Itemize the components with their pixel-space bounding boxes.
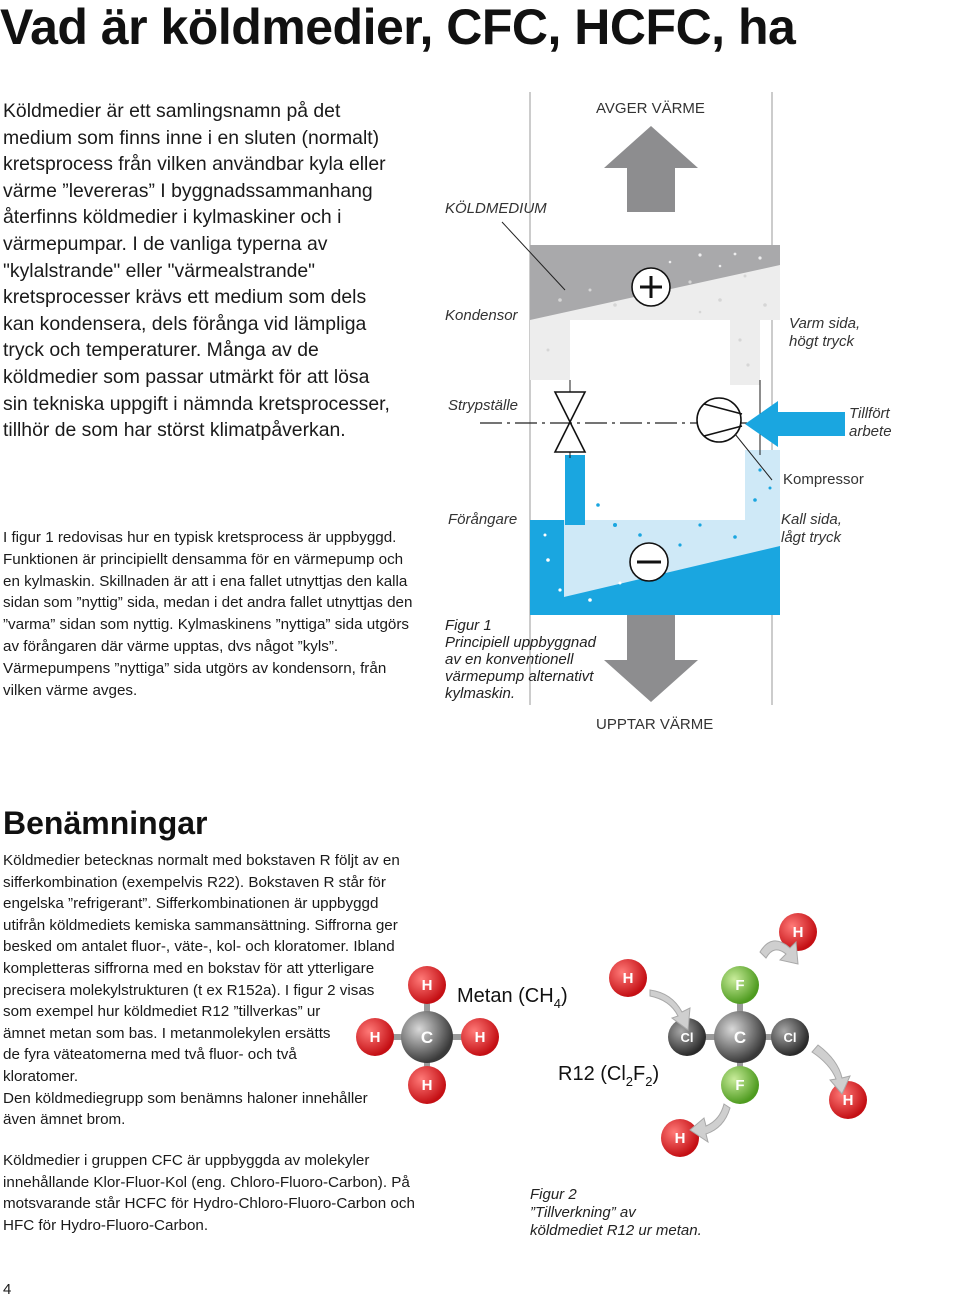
exchange-arrow	[812, 1045, 850, 1094]
atom-cl-label: Cl	[783, 1030, 797, 1045]
caption2-line2: ”Tillverkning” av	[530, 1204, 636, 1221]
plus-symbol	[632, 268, 670, 306]
throttle-valve	[555, 392, 585, 452]
cfc-paragraph: Köldmedier i gruppen CFC är uppbyggda av molekyler innehållande Klor-Fluor-Kol (eng. Chloro-Fluoro-Carbon). På motsvarande står HCFC för Hydro-Chloro-Fluoro-Carbon och HFC för Hydro-Fluoro-Carbon.	[3, 1152, 415, 1234]
figure2-caption	[530, 1186, 702, 1240]
atom-h-label: H	[421, 1077, 433, 1094]
naming-line: kloratomer.	[3, 1067, 79, 1085]
atom-h-label: H	[622, 970, 634, 987]
varm-sida-label	[789, 315, 860, 351]
caption1-line2: Principiell uppbyggnad	[445, 634, 596, 651]
koldmedium-label: KÖLDMEDIUM	[445, 200, 547, 217]
caption2-line3: köldmediet R12 ur metan.	[530, 1222, 702, 1239]
r12-molecule	[668, 966, 809, 1104]
naming-line: som exempel hur köldmediet R12 ”tillverkas” ur	[3, 1003, 321, 1021]
naming-line: utifrån köldmediets kemiska sammansättning. Siffrorna ger	[3, 916, 398, 934]
tillfort-line2: arbete	[849, 423, 892, 440]
avger-varme-label: AVGER VÄRME	[596, 100, 705, 117]
tillfort-arbete-label	[849, 405, 892, 441]
forangare-label: Förångare	[448, 511, 518, 528]
atom-f-label: F	[735, 1077, 745, 1094]
heat-in-arrow	[604, 615, 698, 702]
heat-out-arrow	[604, 126, 698, 212]
caption2-line1: Figur 2	[530, 1186, 577, 1203]
compressor	[697, 398, 742, 442]
naming-line: precisera molekylstrukturen (t ex R152a). I figur 2 visas	[3, 981, 375, 999]
atom-c-label: C	[420, 1028, 434, 1047]
atom-f-label: F	[735, 977, 745, 994]
condenser-block	[530, 245, 780, 385]
kall-sida-label	[781, 511, 842, 547]
kall-sida-line1: Kall sida,	[781, 511, 842, 528]
figure1-explanation: I figur 1 redovisas hur en typisk kretsprocess är uppbyggd. Funktionen är principiellt densamma för en värmepump och en kylmaskin. Skillnaden är att i ena fallet utnyttjas den kalla sidan som ”nyttig” sida, medan i det andra fallet utnyttjas den ”varma” sidan som nyttig. Kylmaskinens ”nyttiga” sida utgörs av förångaren där värme upptas, dvs något ”kyls”. Värmepumpens ”nyttiga” sida utgörs av kondensorn, från vilken värme avges.	[3, 529, 413, 699]
r12-label: R12 $(Cl_2F_2)$	[558, 1063, 660, 1089]
molecule-diagram	[340, 900, 960, 1160]
naming-line: sifferkombination (exempelvis R22). Bokstaven R står för	[3, 873, 386, 891]
naming-line: Den köldmediegrupp som benämns haloner innehåller	[3, 1089, 368, 1107]
atom-h-label: H	[369, 1029, 381, 1046]
atom-h-label: H	[674, 1130, 686, 1147]
page-number: 4	[3, 1281, 12, 1298]
section-heading: Benämningar	[3, 805, 208, 841]
caption1-line4: värmepump alternativt	[445, 668, 594, 685]
atom-h-label: H	[792, 924, 804, 941]
exchange-arrow	[650, 990, 690, 1030]
caption1-line3: av en konventionell	[445, 651, 574, 668]
naming-line: de fyra väteatomerna med två fluor- och två	[3, 1046, 297, 1064]
naming-line: ämnet metan som bas. I metanmolekylen ersätts	[3, 1024, 331, 1042]
figure1-caption	[445, 617, 596, 702]
kall-sida-line2: lågt tryck	[781, 529, 842, 546]
naming-line: Köldmedier betecknas normalt med bokstaven R följt av en	[3, 852, 400, 869]
kondensor-label: Kondensor	[445, 307, 518, 324]
atom-h-label: H	[842, 1092, 854, 1109]
intro-paragraph: Köldmedier är ett samlingsnamn på det medium som finns inne i en sluten (normalt) kretsprocess från vilken användbar kyla eller värme ”levereras” I byggnadssammanhang återfinns köldmedier i kylmaskiner och i värmepumpar. I de vanliga typerna av "kylalstrande" eller "värmealstrande" kretsprocesser krävs ett medium som dels kan kondensera, dels förånga vid lämpliga tryck och temperaturer. Många av de köldmedier som passar utmärkt för att lösa sin tekniska uppgift i nämnda kretsprocesser, tillhör de som har störst klimatpåverkan.	[3, 100, 390, 442]
atom-c-label: C	[733, 1028, 747, 1047]
atom-h-label: H	[421, 977, 433, 994]
atom-cl-label: Cl	[680, 1030, 694, 1045]
strypstalle-label: Strypställe	[448, 397, 519, 414]
kompressor-label: Kompressor	[783, 471, 864, 488]
varm-sida-line1: Varm sida,	[789, 315, 861, 332]
metan-label: Metan $(CH_4)$	[457, 985, 568, 1011]
tillfort-line1: Tillfört	[849, 405, 890, 422]
naming-line: engelska ”refrigerant”. Sifferkombinationen är uppbyggd	[3, 895, 379, 913]
naming-line: även ämnet brom.	[3, 1111, 126, 1129]
evaporator-block	[530, 450, 780, 615]
page-title: Vad är köldmedier, CFC, HCFC, ha	[0, 0, 796, 55]
naming-line: kompletteras siffrorna med en bokstav för att ytterligare	[3, 959, 375, 977]
minus-symbol	[630, 543, 668, 581]
caption1-line1: Figur 1	[445, 617, 492, 634]
atom-h-label: H	[474, 1029, 486, 1046]
varm-sida-line2: högt tryck	[789, 333, 855, 350]
upptar-varme-label: UPPTAR VÄRME	[596, 716, 714, 733]
naming-line: besked om antalet fluor-, väte-, kol- och kloratomer. Ibland	[3, 938, 395, 956]
caption1-line5: kylmaskin.	[445, 685, 516, 702]
